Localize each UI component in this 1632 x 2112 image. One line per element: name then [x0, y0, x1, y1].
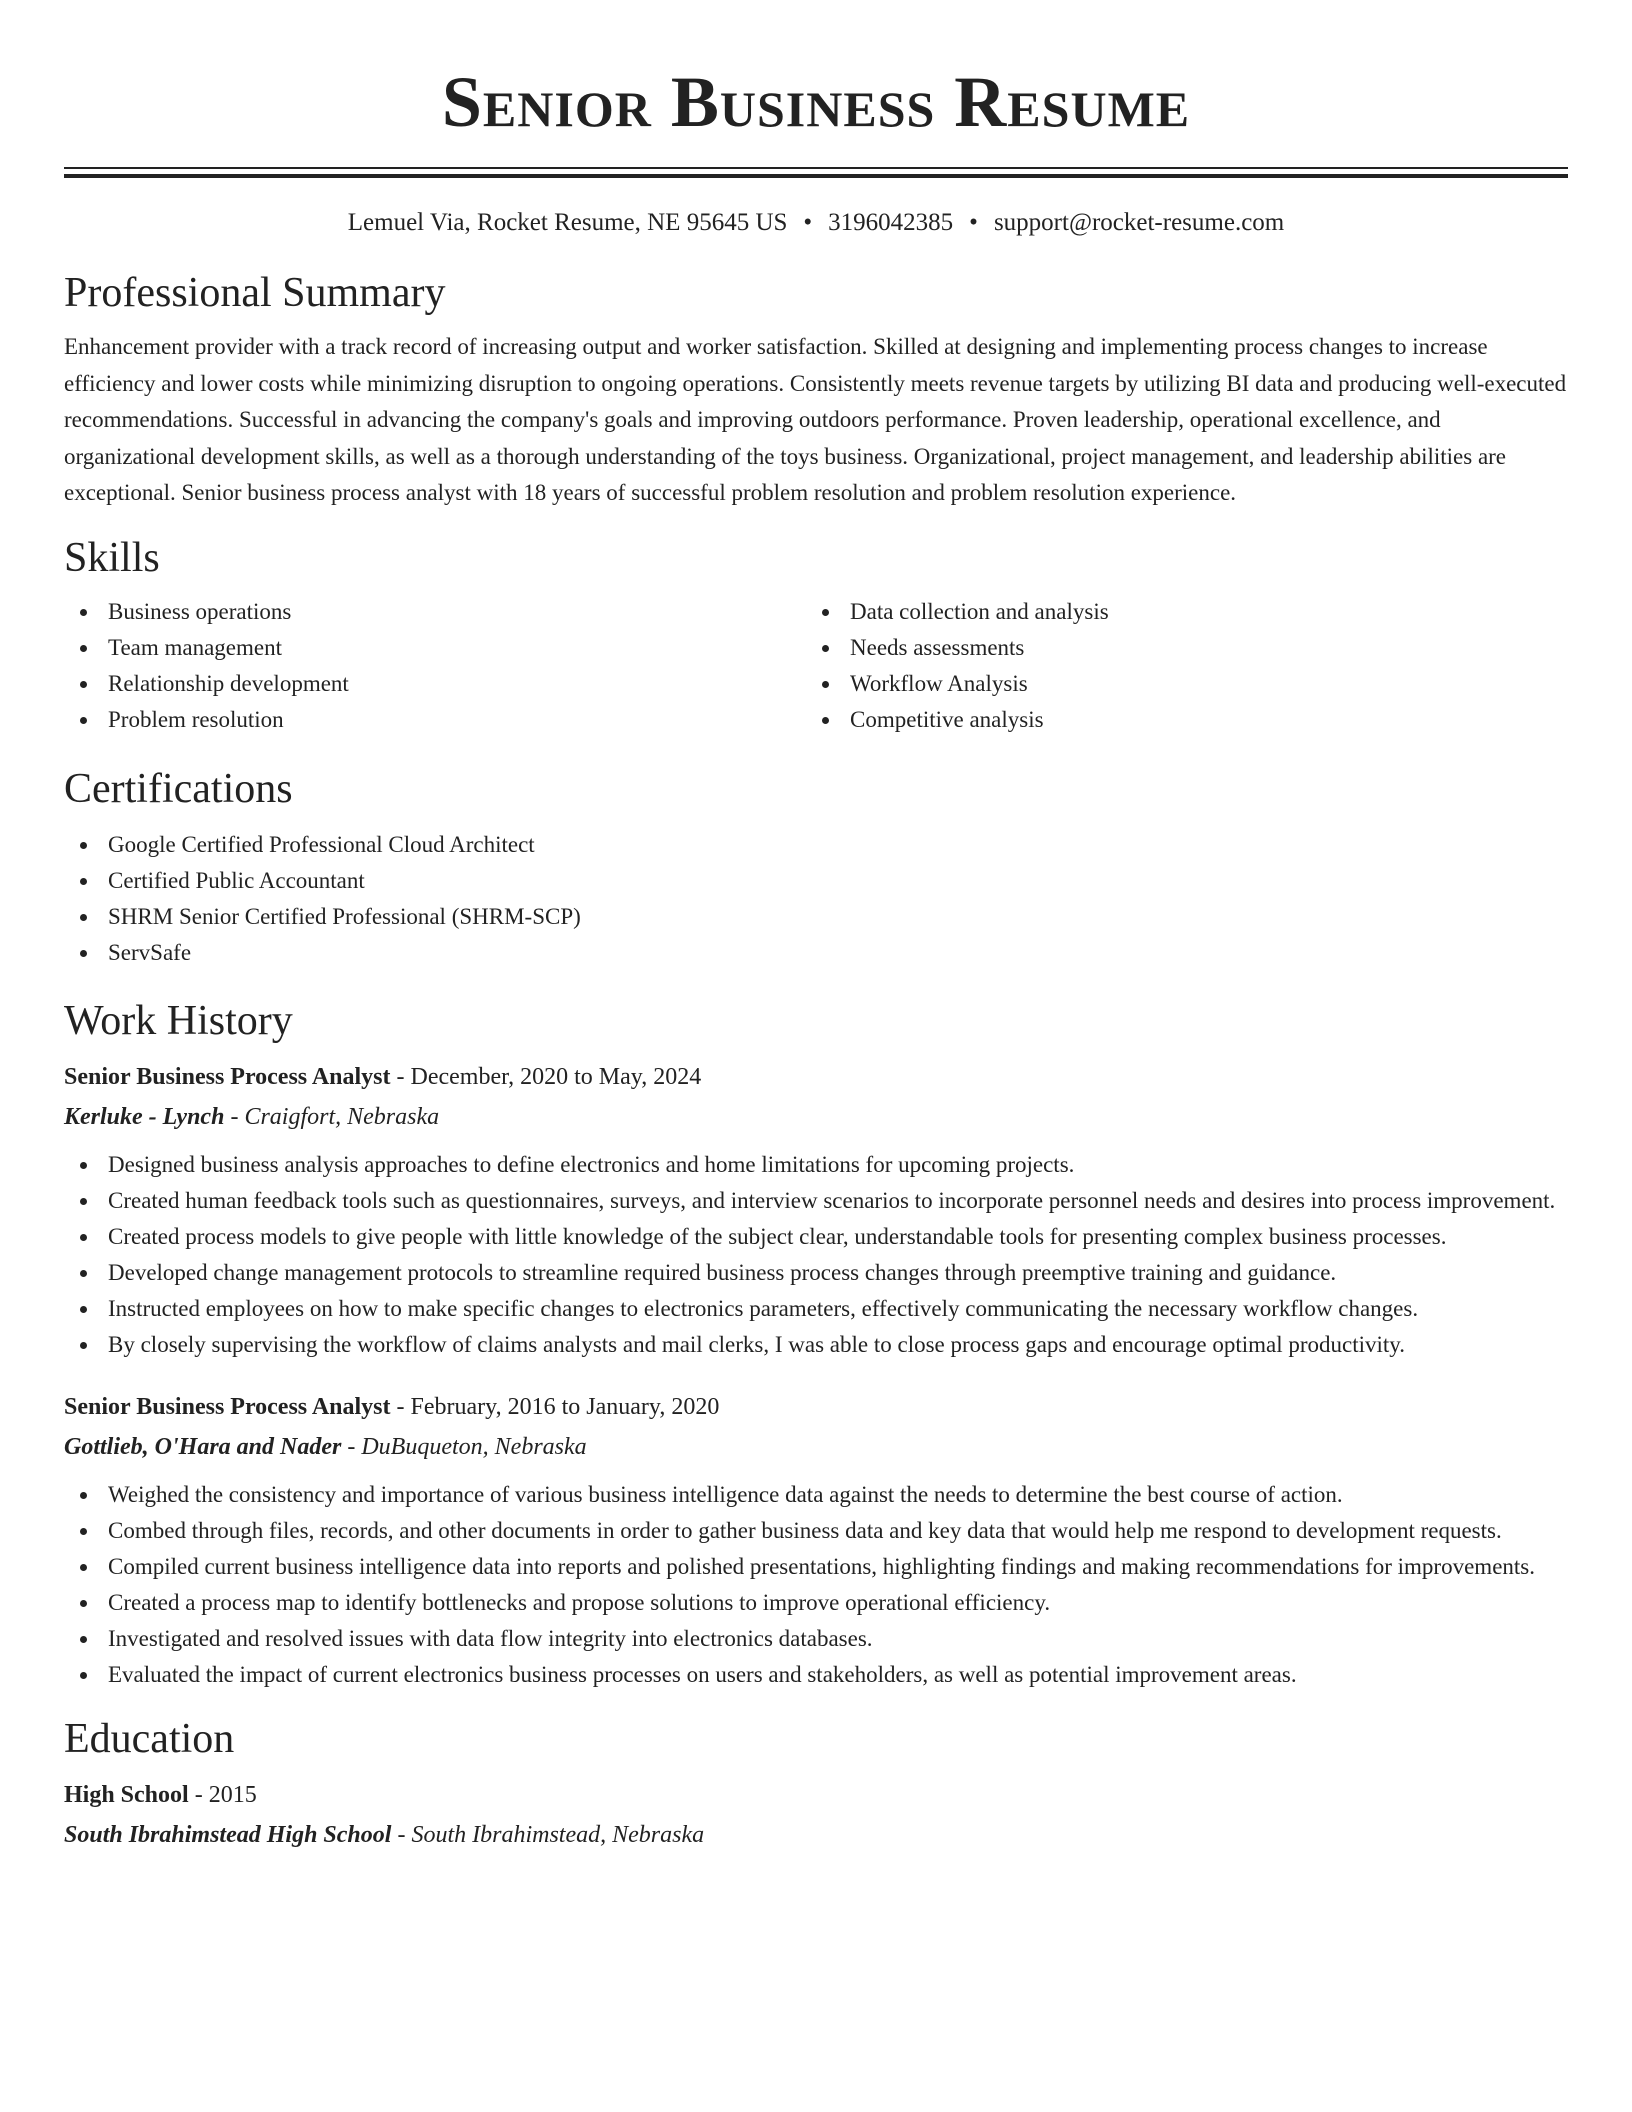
certification-item: Google Certified Professional Cloud Architect: [64, 827, 1568, 863]
job-company-line: Kerluke - Lynch - Craigfort, Nebraska: [64, 1103, 440, 1130]
job-bullet: Instructed employees on how to make specific changes to electronics parameters, effectively communicating the necessary workflow changes.: [64, 1291, 1568, 1327]
certification-item: Certified Public Accountant: [64, 863, 1568, 899]
contact-separator: •: [803, 209, 813, 236]
job-title: Senior Business Process Analyst: [64, 1063, 391, 1090]
job-dates: February, 2016 to January, 2020: [410, 1393, 720, 1420]
skill-item: Relationship development: [64, 666, 806, 702]
certification-item: SHRM Senior Certified Professional (SHRM-SCP): [64, 899, 1568, 935]
skills-heading: Skills: [64, 534, 160, 581]
contact-separator: •: [969, 209, 978, 236]
summary-heading: Professional Summary: [64, 270, 446, 316]
job-bullet: Designed business analysis approaches to define electronics and home limitations for upcoming projects.: [64, 1147, 1568, 1183]
job-location: DuBuqueton, Nebraska: [361, 1433, 587, 1460]
job-company-line: Gottlieb, O'Hara and Nader - DuBuqueton, Nebraska: [64, 1433, 587, 1460]
skill-item: Business operations: [64, 594, 806, 630]
job-title-line: Senior Business Process Analyst - February, 2016 to January, 2020: [64, 1393, 720, 1420]
job-title: Senior Business Process Analyst: [64, 1393, 391, 1420]
certifications-list: [64, 827, 1568, 971]
contact-phone: 3196042385: [828, 209, 954, 236]
education-degree: High School: [64, 1781, 189, 1808]
divider-line-thin: [64, 167, 1568, 169]
work-history-section: [64, 995, 1568, 1693]
divider-line-thick: [64, 174, 1568, 178]
job-entry: [64, 1387, 1568, 1693]
contact-line: [64, 206, 1568, 240]
job-bullet: Evaluated the impact of current electronics business processes on users and stakeholders, as well as potential improvement areas.: [64, 1657, 1568, 1693]
document-title: Senior Business Resume: [441, 62, 1191, 142]
education-heading: Education: [64, 1715, 235, 1762]
certifications-heading: Certifications: [64, 765, 293, 812]
job-bullet: Created a process map to identify bottlenecks and propose solutions to improve operational efficiency.: [64, 1585, 1568, 1621]
education-school-line: South Ibrahimstead High School - South Ibrahimstead, Nebraska: [64, 1821, 705, 1848]
skill-item: Data collection and analysis: [806, 594, 1548, 630]
job-bullet: Compiled current business intelligence data into reports and polished presentations, highlighting findings and making recommendations for improvements.: [64, 1549, 1568, 1585]
skill-item: Needs assessments: [806, 630, 1548, 666]
skills-columns: [64, 594, 1568, 738]
certification-item: ServSafe: [64, 935, 1568, 971]
education-location: South Ibrahimstead, Nebraska: [411, 1821, 705, 1848]
job-title-line: Senior Business Process Analyst - December, 2020 to May, 2024: [64, 1063, 702, 1090]
education-section: [64, 1713, 1568, 1855]
job-dates: December, 2020 to May, 2024: [410, 1063, 702, 1090]
skill-item: Problem resolution: [64, 702, 806, 738]
contact-address: Lemuel Via, Rocket Resume, NE 95645 US: [347, 209, 788, 236]
title-divider: [64, 167, 1568, 179]
summary-text: Enhancement provider with a track record of increasing output and worker satisfaction. Skilled at designing and implementing process changes to increase efficiency and lower costs while minimizing disruption to ongoing operations. Consistently meets revenue targets by utilizing BI data and producing well-executed recommendations. Successful in advancing the company's goals and improving outdoors performance. Proven leadership, operational excellence, and organizational development skills, as well as a thorough understanding of the toys business. Organizational, project management, and leadership abilities are exceptional. Senior business process analyst with 18 years of successful problem resolution and problem resolution experience.: [64, 334, 1567, 505]
contact-email: support@rocket-resume.com: [993, 209, 1285, 236]
job-bullet: Developed change management protocols to streamline required business process changes through preemptive training and guidance.: [64, 1255, 1568, 1291]
job-bullet: Created human feedback tools such as questionnaires, surveys, and interview scenarios to incorporate personnel needs and desires into process improvement.: [64, 1183, 1568, 1219]
summary-section: [64, 267, 1568, 512]
job-bullets: [64, 1147, 1568, 1363]
skill-item: Workflow Analysis: [806, 666, 1548, 702]
education-school: South Ibrahimstead High School: [64, 1821, 392, 1848]
certifications-section: [64, 763, 1568, 971]
education-year: 2015: [208, 1781, 257, 1808]
skills-section: [64, 532, 1568, 738]
job-company: Kerluke - Lynch: [64, 1103, 225, 1130]
job-bullet: By closely supervising the workflow of claims analysts and mail clerks, I was able to close process gaps and encourage optimal productivity.: [64, 1327, 1568, 1363]
education-degree-line: High School - 2015: [64, 1781, 257, 1808]
job-bullet: Created process models to give people with little knowledge of the subject clear, understandable tools for presenting complex business processes.: [64, 1219, 1568, 1255]
job-bullet: Investigated and resolved issues with data flow integrity into electronics databases.: [64, 1621, 1568, 1657]
job-entry: [64, 1057, 1568, 1363]
skills-list-left: [64, 594, 806, 738]
job-location: Craigfort, Nebraska: [244, 1103, 440, 1130]
job-bullet: Weighed the consistency and importance of various business intelligence data against the needs to determine the best course of action.: [64, 1477, 1568, 1513]
skill-item: Team management: [64, 630, 806, 666]
job-bullet: Combed through files, records, and other documents in order to gather business data and key data that would help me respond to development requests.: [64, 1513, 1568, 1549]
skill-item: Competitive analysis: [806, 702, 1548, 738]
job-bullets: [64, 1477, 1568, 1693]
skills-list-right: [806, 594, 1548, 738]
resume-page: [64, 0, 1568, 1855]
job-company: Gottlieb, O'Hara and Nader: [64, 1433, 342, 1460]
work-history-heading: Work History: [64, 997, 293, 1044]
